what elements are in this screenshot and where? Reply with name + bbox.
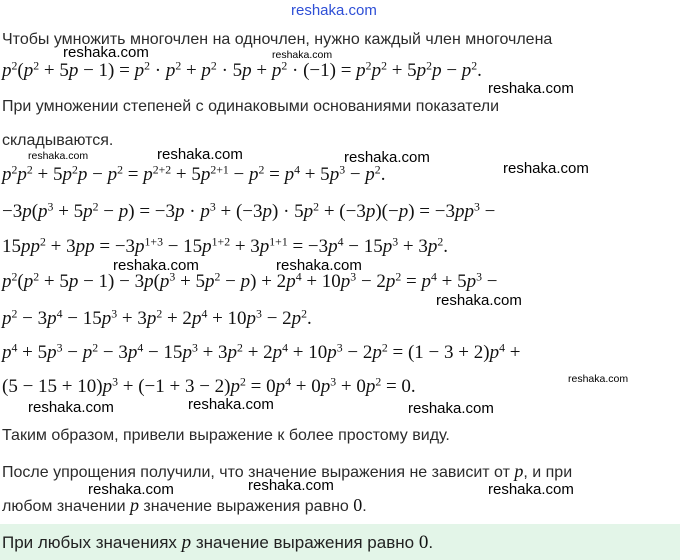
paragraph-result-end: любом значении p значение выражения равно 0. (2, 495, 367, 515)
paragraph-powers-end: складываются. (2, 132, 114, 149)
watermark: reshaka.com (188, 396, 274, 413)
watermark: reshaka.com (488, 481, 574, 498)
watermark: reshaka.com (436, 292, 522, 309)
answer-text: При любых значениях p значение выражения равно 0. (2, 532, 434, 553)
paragraph-result: После упрощения получили, что значение выражения не зависит от p, и при (2, 461, 573, 481)
watermark: reshaka.com (408, 400, 494, 417)
answer-box (0, 524, 680, 560)
watermark: reshaka.com (272, 49, 333, 61)
watermark: reshaka.com (568, 373, 629, 385)
watermark: reshaka.com (28, 399, 114, 416)
watermark: reshaka.com (28, 150, 89, 162)
watermark: reshaka.com (113, 257, 199, 274)
watermark: reshaka.com (157, 146, 243, 163)
watermark: reshaka.com (488, 80, 574, 97)
watermark: reshaka.com (503, 160, 589, 177)
watermark: reshaka.com (63, 44, 149, 61)
watermark: reshaka.com (276, 257, 362, 274)
paragraph-conclusion: Таким образом, привели выражение к более простому виду. (2, 427, 450, 444)
paragraph-powers: При умножении степеней с одинаковыми основаниями показатели (2, 98, 500, 115)
paragraph-intro: Чтобы умножить многочлен на одночлен, нужно каждый член многочлена (2, 31, 553, 48)
equation-2: $p^2p^2 + 5p^2p - p^2 = p^{2+2} + 5p^{2+1} - p^2 = p^4 + 5p^3 - p^2$. (2, 163, 386, 185)
watermark-top: reshaka.com (291, 2, 377, 19)
equation-5-cont: $(5 - 15 + 10)p^3 + (-1 + 3 - 2)p^2 = 0p^4 + 0p^3 + 0p^2 = 0$. (2, 375, 416, 397)
equation-3: $-3p(p^3 + 5p^2 - p) = -3p \cdot p^3 + (-3p) \cdot 5p^2 + (-3p)(-p) = -3pp^3$ − (2, 200, 496, 222)
watermark: reshaka.com (344, 149, 430, 166)
equation-5: $p^4 + 5p^3 - p^2 - 3p^4 - 15p^3 + 3p^2 + 2p^4 + 10p^3 - 2p^2 = (1 - 3 + 2)p^4$ + (2, 341, 521, 363)
equation-4: $p^2(p^2 + 5p - 1) - 3p(p^3 + 5p^2 - p) + 2p^4 + 10p^3 - 2p^2 = p^4 + 5p^3$ − (2, 270, 498, 292)
equation-1: $p^2(p^2 + 5p - 1) = p^2 \cdot p^2 + p^2 \cdot 5p + p^2 \cdot (-1) = p^2p^2 + 5p^2p - p^2$. (2, 59, 482, 81)
equation-4-cont: $p^2 - 3p^4 - 15p^3 + 3p^2 + 2p^4 + 10p^3 - 2p^2$. (2, 307, 312, 329)
watermark: reshaka.com (88, 481, 174, 498)
watermark: reshaka.com (248, 477, 334, 494)
equation-3-cont: $15pp^2 + 3pp = -3p^{1+3} - 15p^{1+2} + 3p^{1+1} = -3p^4 - 15p^3 + 3p^2$. (2, 235, 448, 257)
